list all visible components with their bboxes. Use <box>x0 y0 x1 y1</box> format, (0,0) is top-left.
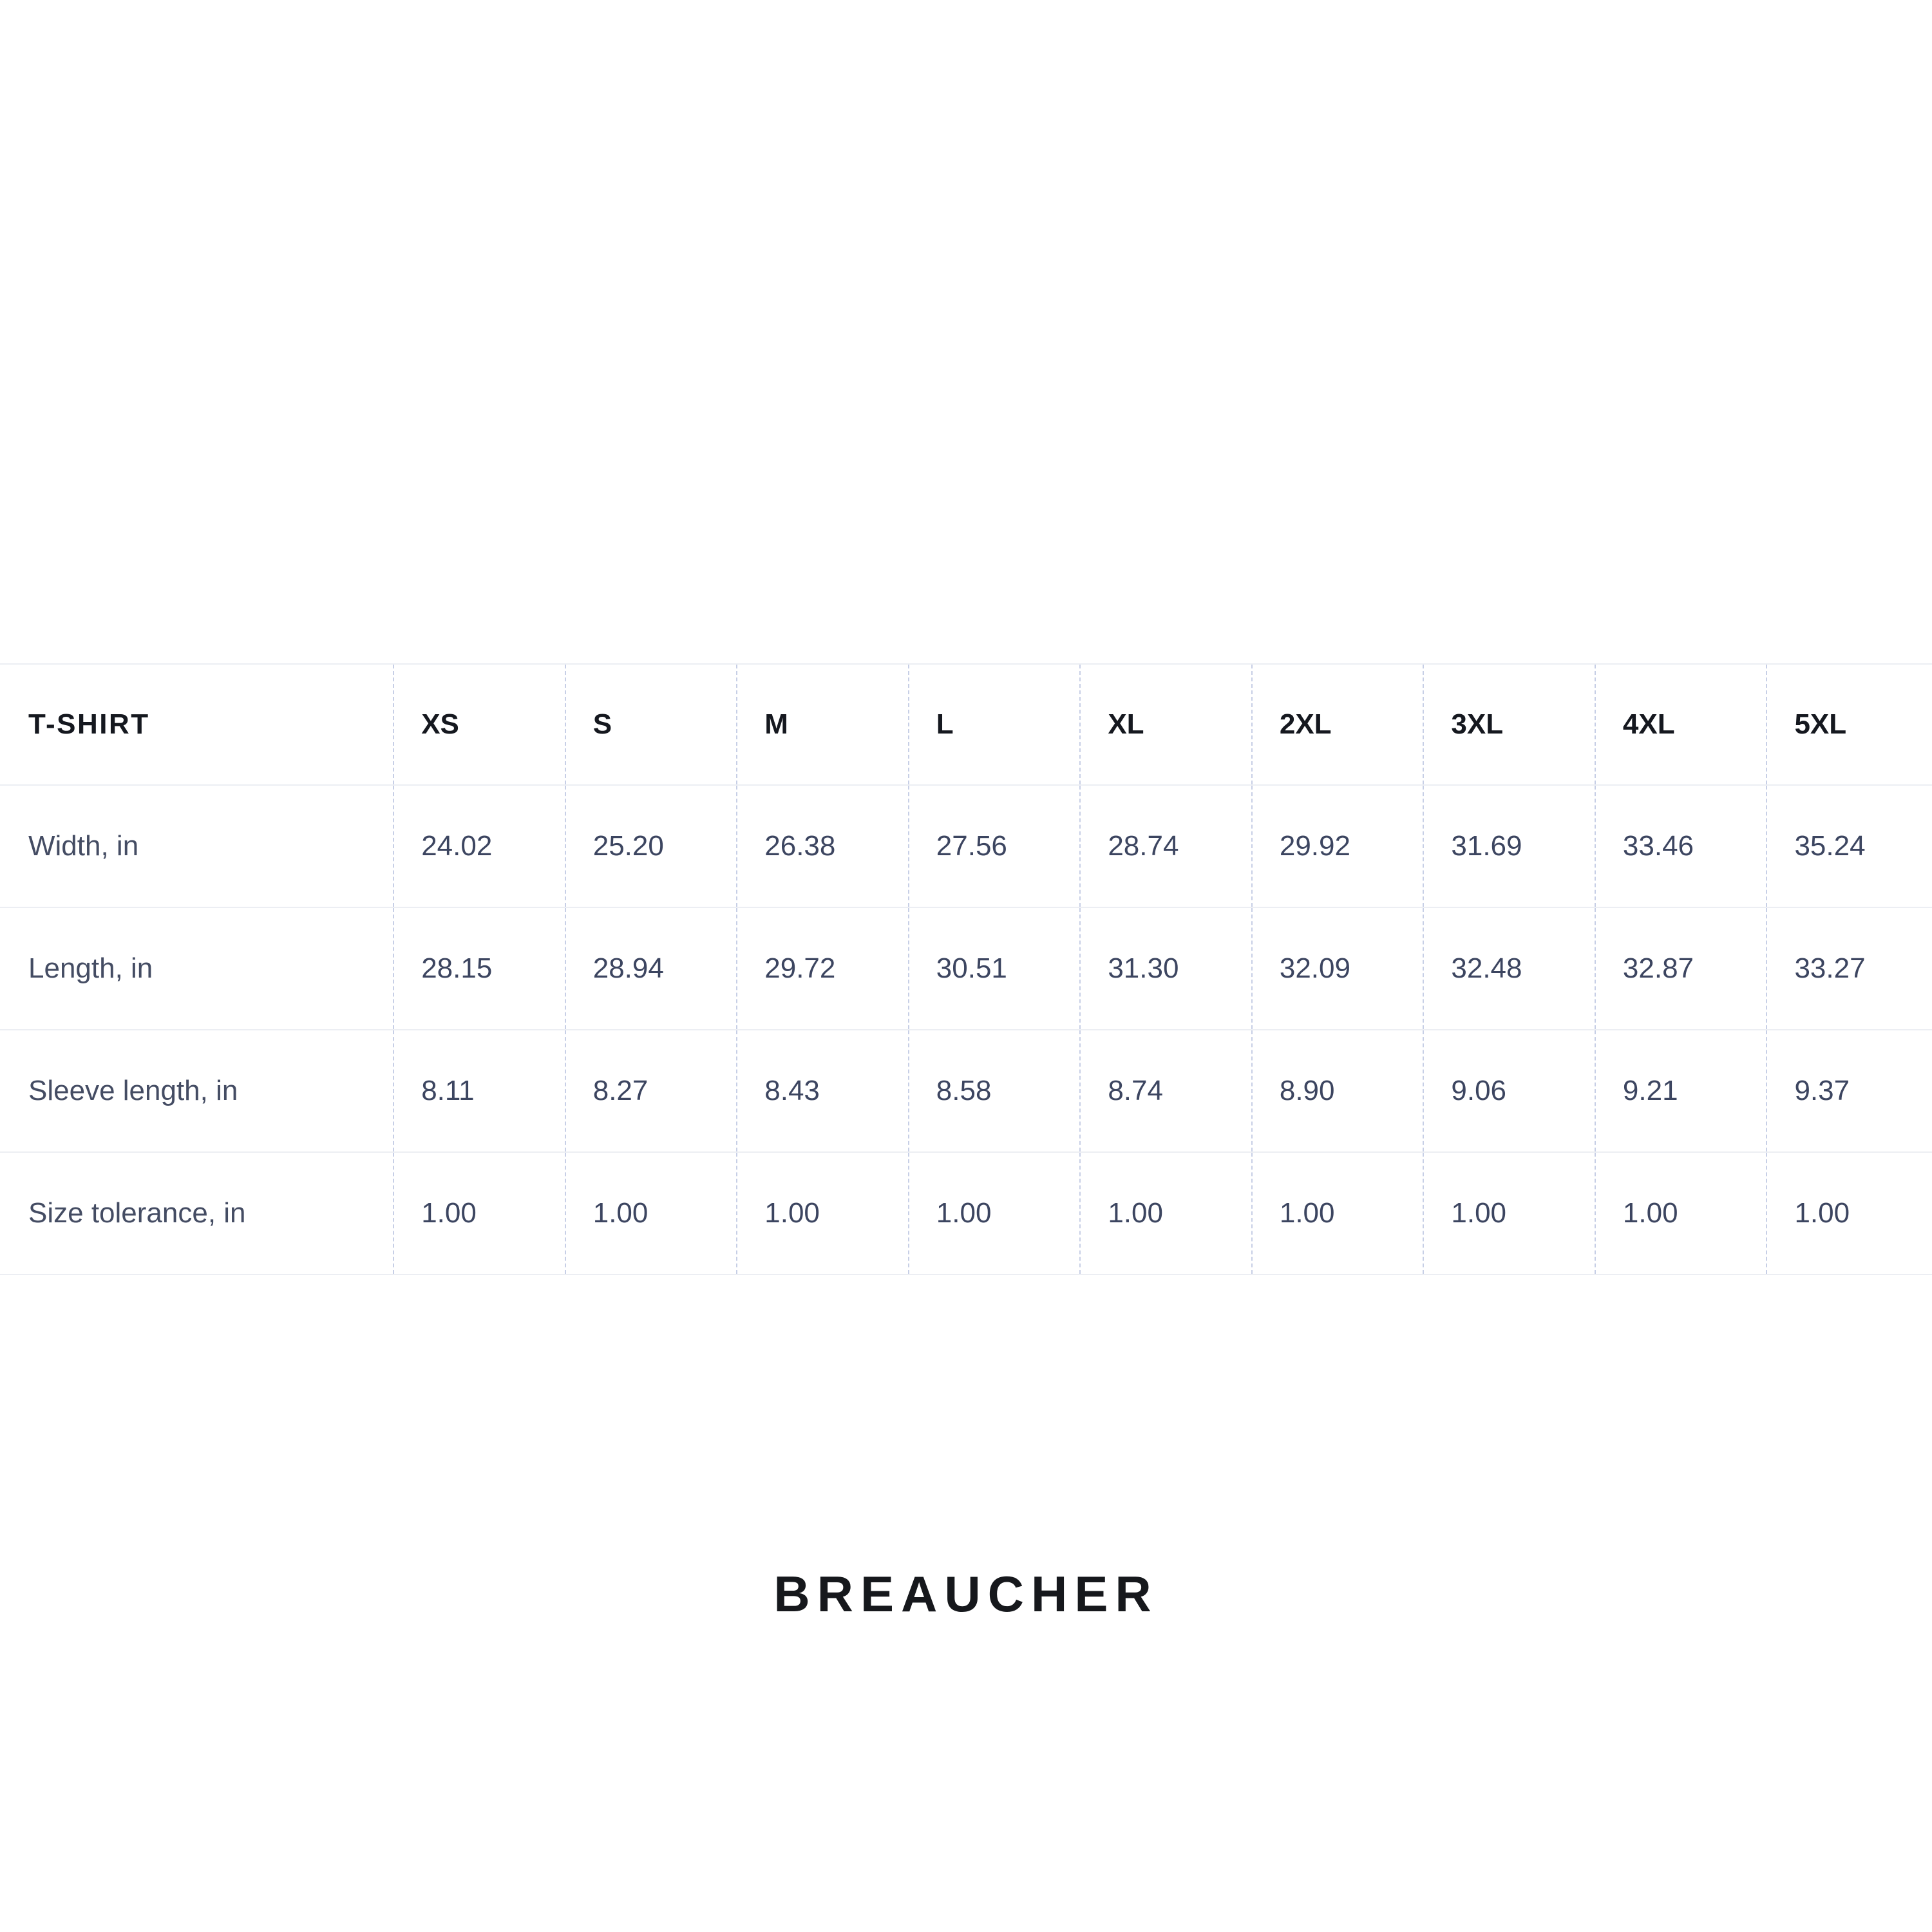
cell-tolerance-2xl: 1.00 <box>1252 1152 1424 1274</box>
column-header-xl: XL <box>1080 665 1252 785</box>
cell-tolerance-s: 1.00 <box>565 1152 737 1274</box>
cell-tolerance-4xl: 1.00 <box>1595 1152 1767 1274</box>
cell-tolerance-xl: 1.00 <box>1080 1152 1252 1274</box>
cell-tolerance-5xl: 1.00 <box>1766 1152 1932 1274</box>
cell-width-4xl: 33.46 <box>1595 785 1767 907</box>
cell-width-s: 25.20 <box>565 785 737 907</box>
row-label-size-tolerance: Size tolerance, in <box>0 1152 393 1274</box>
cell-length-l: 30.51 <box>909 907 1081 1030</box>
cell-width-l: 27.56 <box>909 785 1081 907</box>
row-label-length: Length, in <box>0 907 393 1030</box>
size-chart-table <box>0 665 1932 1275</box>
cell-sleeve-s: 8.27 <box>565 1030 737 1152</box>
cell-sleeve-4xl: 9.21 <box>1595 1030 1767 1152</box>
brand-wordmark: BREAUCHER <box>773 1566 1159 1622</box>
table-header-row <box>0 665 1932 785</box>
cell-width-2xl: 29.92 <box>1252 785 1424 907</box>
cell-sleeve-5xl: 9.37 <box>1766 1030 1932 1152</box>
cell-width-m: 26.38 <box>737 785 909 907</box>
size-chart <box>0 665 1932 1275</box>
column-header-5xl: 5XL <box>1766 665 1932 785</box>
cell-length-3xl: 32.48 <box>1423 907 1595 1030</box>
cell-sleeve-xl: 8.74 <box>1080 1030 1252 1152</box>
column-header-4xl: 4XL <box>1595 665 1767 785</box>
table-corner-label: T-SHIRT <box>0 665 393 785</box>
row-label-sleeve-length: Sleeve length, in <box>0 1030 393 1152</box>
cell-sleeve-3xl: 9.06 <box>1423 1030 1595 1152</box>
cell-length-4xl: 32.87 <box>1595 907 1767 1030</box>
table-row <box>0 1030 1932 1152</box>
cell-sleeve-l: 8.58 <box>909 1030 1081 1152</box>
table-row <box>0 907 1932 1030</box>
cell-width-5xl: 35.24 <box>1766 785 1932 907</box>
cell-width-xs: 24.02 <box>393 785 565 907</box>
column-header-m: M <box>737 665 909 785</box>
row-label-width: Width, in <box>0 785 393 907</box>
cell-tolerance-l: 1.00 <box>909 1152 1081 1274</box>
cell-tolerance-m: 1.00 <box>737 1152 909 1274</box>
cell-length-2xl: 32.09 <box>1252 907 1424 1030</box>
column-header-xs: XS <box>393 665 565 785</box>
cell-width-xl: 28.74 <box>1080 785 1252 907</box>
cell-sleeve-2xl: 8.90 <box>1252 1030 1424 1152</box>
cell-length-s: 28.94 <box>565 907 737 1030</box>
cell-width-3xl: 31.69 <box>1423 785 1595 907</box>
cell-length-m: 29.72 <box>737 907 909 1030</box>
table-row <box>0 1152 1932 1274</box>
cell-sleeve-xs: 8.11 <box>393 1030 565 1152</box>
column-header-3xl: 3XL <box>1423 665 1595 785</box>
table-row <box>0 785 1932 907</box>
column-header-2xl: 2XL <box>1252 665 1424 785</box>
cell-length-xs: 28.15 <box>393 907 565 1030</box>
column-header-s: S <box>565 665 737 785</box>
cell-length-5xl: 33.27 <box>1766 907 1932 1030</box>
cell-length-xl: 31.30 <box>1080 907 1252 1030</box>
cell-sleeve-m: 8.43 <box>737 1030 909 1152</box>
column-header-l: L <box>909 665 1081 785</box>
cell-tolerance-3xl: 1.00 <box>1423 1152 1595 1274</box>
cell-tolerance-xs: 1.00 <box>393 1152 565 1274</box>
